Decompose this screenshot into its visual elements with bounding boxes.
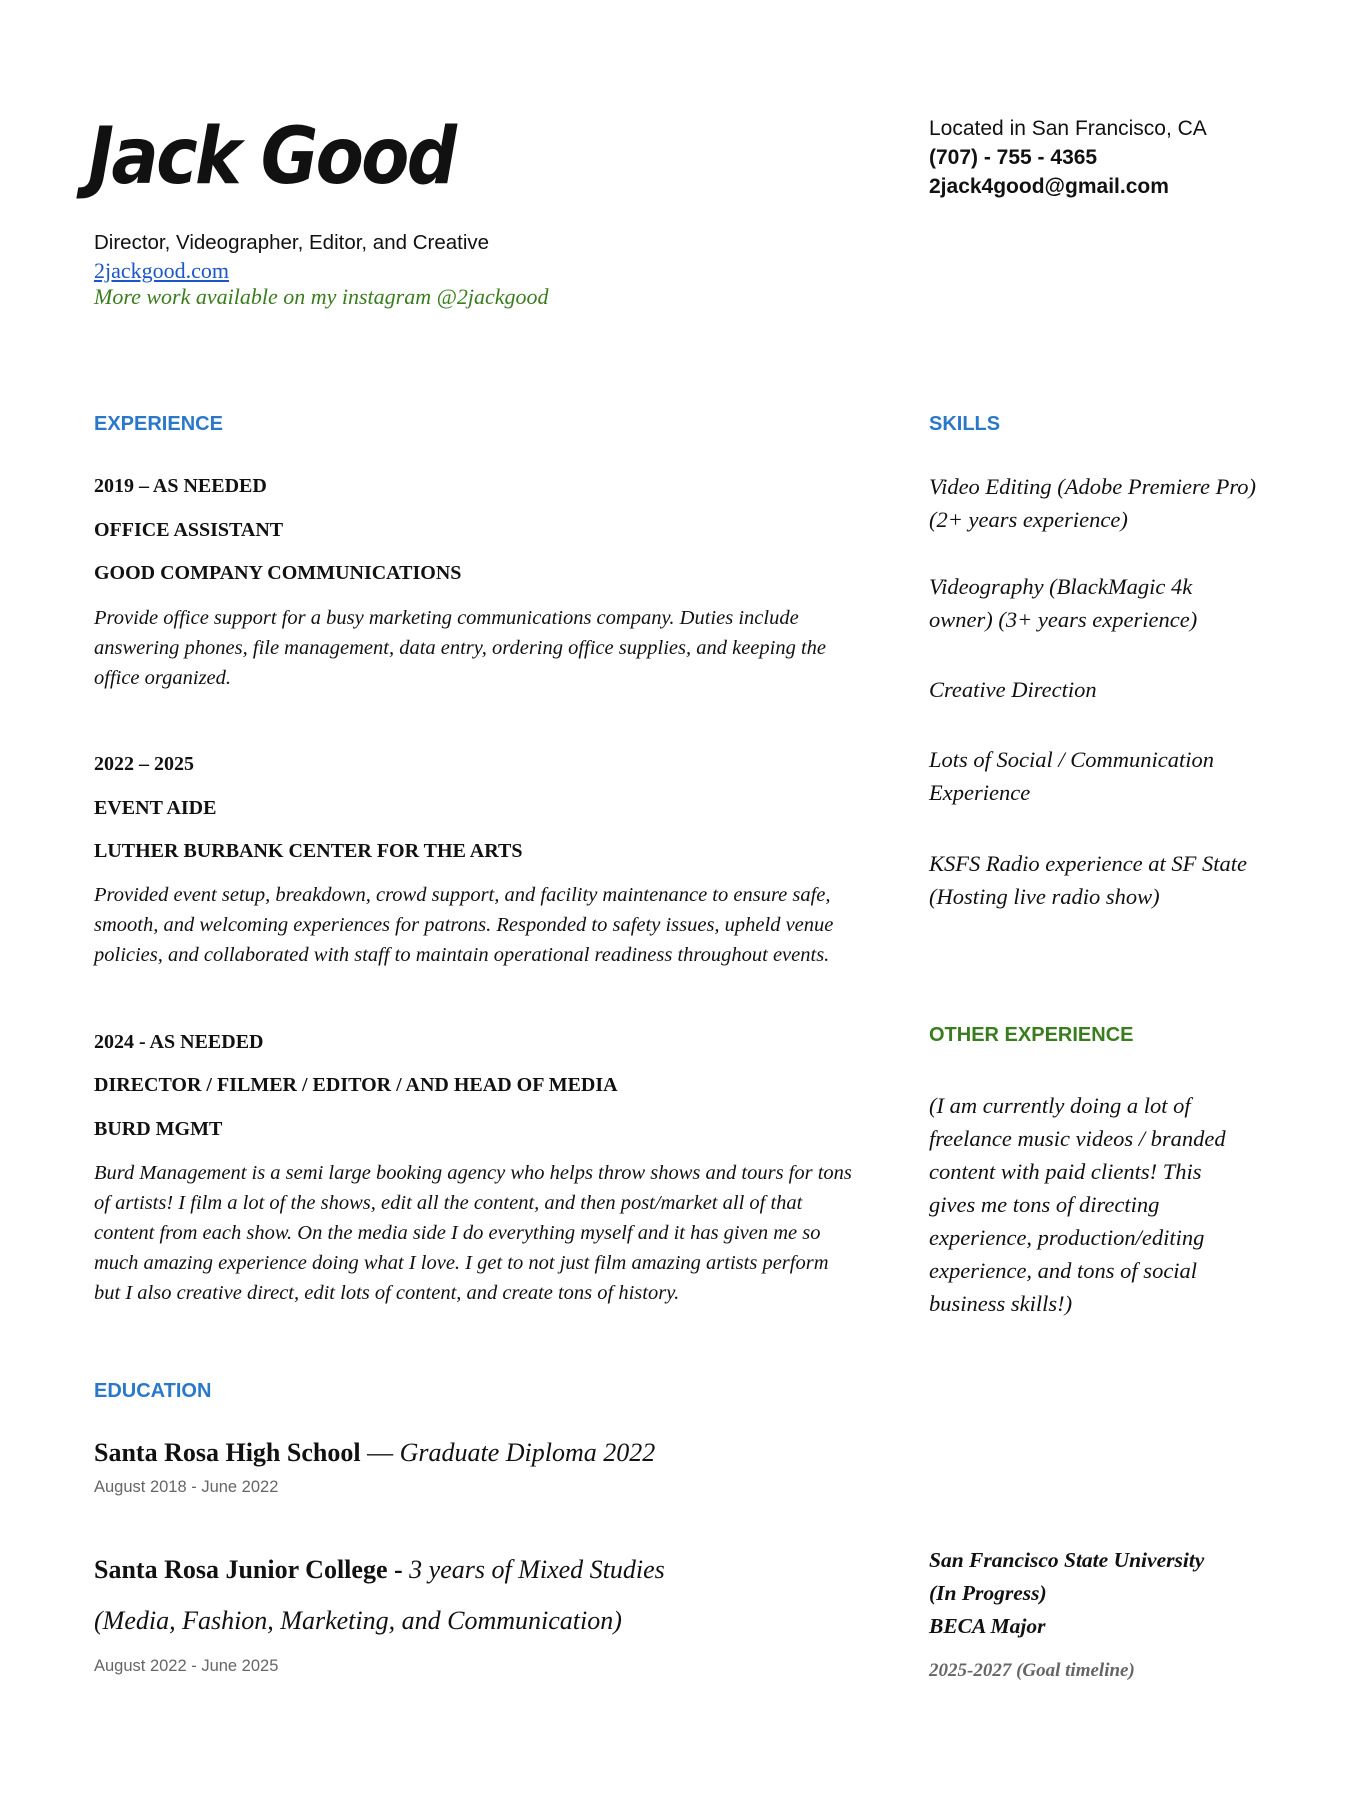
- school-entry: [94, 1436, 655, 1470]
- phone: (707) - 755 - 4365: [929, 146, 1098, 169]
- job-company: LUTHER BURBANK CENTER FOR THE ARTS: [94, 840, 523, 862]
- skill-item: Video Editing (Adobe Premiere Pro) (2+ years experience): [929, 474, 1256, 532]
- name-title: Jack Good: [88, 112, 455, 202]
- other-experience-text: (I am currently doing a lot of freelance music videos / branded content with paid clients! This gives me tons of directing experience, production/editing experience, and tons of social business skills!): [929, 1093, 1226, 1316]
- education-heading: EDUCATION: [94, 1380, 212, 1402]
- job-description: Provided event setup, breakdown, crowd support, and facility maintenance to ensure safe, smooth, and welcoming experiences for patrons. Responded to safety issues, upheld venue policies, and collaborated with staff to maintain operational readiness throughout events.: [94, 884, 834, 966]
- job-dates: 2024 - AS NEEDED: [94, 1031, 264, 1053]
- school-detail-2: (Media, Fashion, Marketing, and Communication): [94, 1606, 622, 1635]
- school-dates: August 2018 - June 2022: [94, 1478, 279, 1496]
- location: Located in San Francisco, CA: [929, 117, 1207, 140]
- job-description: Burd Management is a semi large booking agency who helps throw shows and tours for tons of artists! I film a lot of the shows, edit all the content, and then post/market all of that content from each show. On the media side I do everything myself and it has given me so much amazing experience doing what I love. I get to not just film amazing artists perform but I also creative direct, edit lots of content, and create tons of history.: [94, 1162, 852, 1304]
- job-title: DIRECTOR / FILMER / EDITOR / AND HEAD OF MEDIA: [94, 1074, 618, 1096]
- other-experience-heading: OTHER EXPERIENCE: [929, 1024, 1134, 1046]
- job-company: BURD MGMT: [94, 1118, 223, 1140]
- sfsu-timeline: 2025-2027 (Goal timeline): [929, 1660, 1135, 1681]
- job-company: GOOD COMPANY COMMUNICATIONS: [94, 562, 462, 584]
- job-title: OFFICE ASSISTANT: [94, 519, 284, 541]
- school-name: Santa Rosa High School: [94, 1438, 361, 1467]
- school-entry: [94, 1553, 665, 1587]
- tagline: Director, Videographer, Editor, and Creative: [94, 231, 490, 254]
- instagram-note: More work available on my instagram @2jackgood: [94, 284, 549, 309]
- job-dates: 2019 – AS NEEDED: [94, 475, 267, 497]
- skill-item: Videography (BlackMagic 4k owner) (3+ years experience): [929, 574, 1198, 632]
- separator: -: [387, 1555, 410, 1584]
- school-detail: 3 years of Mixed Studies: [409, 1555, 665, 1584]
- sfsu-entry: [929, 1544, 1204, 1643]
- job-dates: 2022 – 2025: [94, 753, 194, 775]
- email: 2jack4good@gmail.com: [929, 175, 1169, 198]
- skill-item: Lots of Social / Communication Experience: [929, 747, 1215, 805]
- sfsu-name: San Francisco State University: [929, 1548, 1205, 1572]
- school-dates: August 2022 - June 2025: [94, 1657, 279, 1675]
- skill-item: Creative Direction: [929, 677, 1097, 702]
- school-name: Santa Rosa Junior College: [94, 1555, 388, 1584]
- sfsu-status: (In Progress): [929, 1581, 1047, 1605]
- school-detail: Graduate Diploma 2022: [399, 1438, 656, 1467]
- website-link[interactable]: 2jackgood.com: [94, 258, 230, 283]
- skill-item: KSFS Radio experience at SF State (Hosting live radio show): [929, 851, 1248, 909]
- experience-heading: EXPERIENCE: [94, 413, 223, 435]
- separator: —: [360, 1438, 400, 1467]
- job-description: Provide office support for a busy marketing communications company. Duties include answering phones, file management, data entry, ordering office supplies, and keeping the office organized.: [94, 607, 827, 689]
- skills-heading: SKILLS: [929, 413, 1001, 435]
- job-title: EVENT AIDE: [94, 797, 217, 819]
- sfsu-major: BECA Major: [929, 1614, 1046, 1638]
